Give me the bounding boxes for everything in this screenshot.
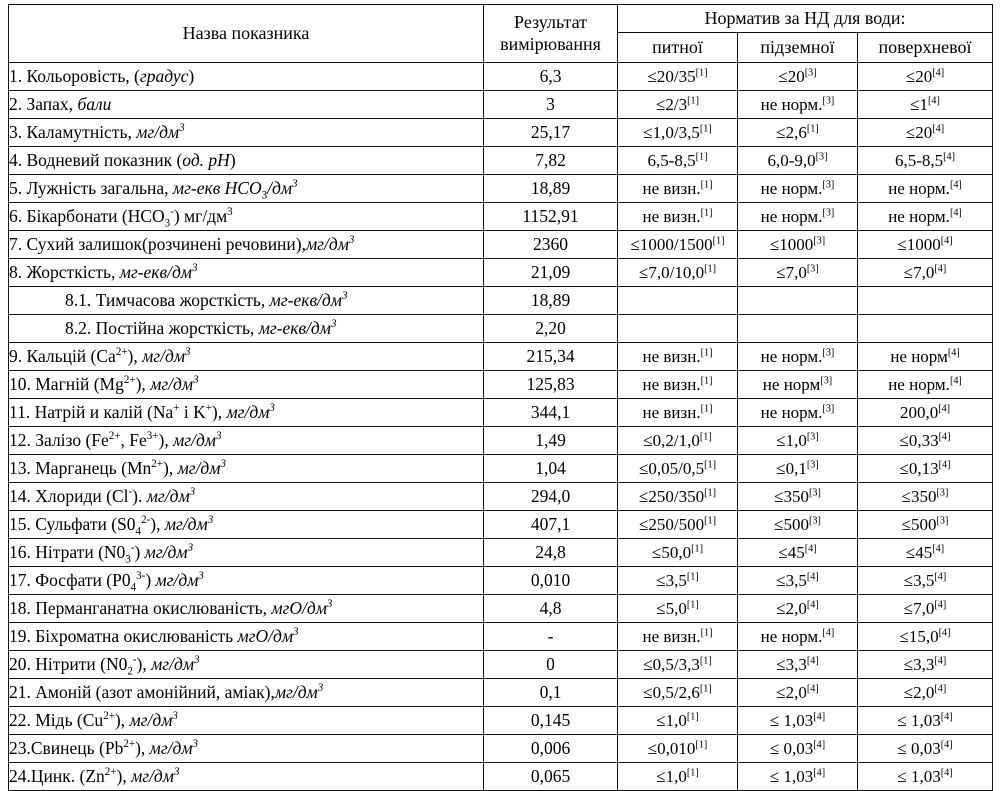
cell-norm-groundwater: ≤0,1[3] xyxy=(738,455,858,483)
cell-indicator-name: 21. Амоній (азот амонійний, $аміак),мг/дм^3$ xyxy=(9,679,484,707)
cell-measurement-result: 2,20 xyxy=(484,315,618,343)
cell-norm-drinking: ≤1,0/3,5[1] xyxy=(618,119,738,147)
cell-norm-surface: 200,0[4] xyxy=(858,399,993,427)
table-header xyxy=(9,5,993,63)
table-row xyxy=(9,315,993,343)
measurement-result-line1: Результат xyxy=(514,11,587,32)
cell-norm-drinking: ≤0,05/0,5[1] xyxy=(618,455,738,483)
cell-norm-drinking: ≤0,2/1,0[1] xyxy=(618,427,738,455)
cell-measurement-result: 407,1 xyxy=(484,511,618,539)
cell-norm-drinking: ≤1,0[1] xyxy=(618,707,738,735)
cell-norm-drinking: ≤250/500[1] xyxy=(618,511,738,539)
cell-norm-drinking xyxy=(618,287,738,315)
table-row xyxy=(9,511,993,539)
cell-norm-surface: ≤0,13[4] xyxy=(858,455,993,483)
cell-norm-surface: ≤7,0[4] xyxy=(858,259,993,287)
cell-indicator-name: 23.Свинець $(Pb^{2+})$, $мг/дм^3$ xyxy=(9,735,484,763)
cell-norm-drinking: ≤250/350[1] xyxy=(618,483,738,511)
table-row xyxy=(9,399,993,427)
cell-measurement-result: 25,17 xyxy=(484,119,618,147)
cell-measurement-result: 21,09 xyxy=(484,259,618,287)
column-header-norm-group: Норматив за НД для води: xyxy=(618,5,993,33)
cell-norm-drinking: не визн.[1] xyxy=(618,399,738,427)
cell-norm-surface: ≤3,5[4] xyxy=(858,567,993,595)
cell-indicator-name: 20. Нітрити $(N0_2^-)$, $мг/дм^3$ xyxy=(9,651,484,679)
cell-norm-drinking: не визн.[1] xyxy=(618,623,738,651)
cell-norm-surface: ≤500[3] xyxy=(858,511,993,539)
cell-indicator-name: 7. Сухий залишок(розчинені $речовини),мг/дм^3$ xyxy=(9,231,484,259)
cell-measurement-result: 125,83 xyxy=(484,371,618,399)
cell-indicator-name: 13. Марганець $(Mn^{2+})$, $мг/дм^3$ xyxy=(9,455,484,483)
cell-indicator-name: 8. Жорсткість, $мг-екв/дм^3$ xyxy=(9,259,484,287)
cell-indicator-name: 9. Кальцій $(Са^{2+})$, $мг/дм^3$ xyxy=(9,343,484,371)
table-row xyxy=(9,91,993,119)
cell-norm-groundwater xyxy=(738,315,858,343)
cell-norm-groundwater: ≤20[3] xyxy=(738,63,858,91)
cell-measurement-result: 2360 xyxy=(484,231,618,259)
cell-norm-groundwater: ≤2,6[1] xyxy=(738,119,858,147)
cell-norm-surface: не норм[4] xyxy=(858,343,993,371)
cell-norm-drinking: ≤0,5/2,6[1] xyxy=(618,679,738,707)
table-row xyxy=(9,567,993,595)
cell-measurement-result: 0,1 xyxy=(484,679,618,707)
cell-indicator-name: 6. Бікарбонати $(НСО_3^-)$ $мг/дм^3$ xyxy=(9,203,484,231)
cell-measurement-result: 6,3 xyxy=(484,63,618,91)
cell-measurement-result: 24,8 xyxy=(484,539,618,567)
cell-measurement-result: 0,010 xyxy=(484,567,618,595)
cell-norm-groundwater: ≤1000[3] xyxy=(738,231,858,259)
table-row xyxy=(9,483,993,511)
cell-norm-groundwater: ≤ 1,03[4] xyxy=(738,763,858,791)
cell-norm-drinking: ≤0,010[1] xyxy=(618,735,738,763)
cell-indicator-name: 8.1. Тимчасова жорсткість, $мг-екв/дм^3$ xyxy=(9,287,484,315)
cell-measurement-result: 0,006 xyxy=(484,735,618,763)
table-row xyxy=(9,623,993,651)
cell-norm-groundwater: не норм[3] xyxy=(738,371,858,399)
column-header-indicator-name: Назва показника xyxy=(9,5,484,63)
water-quality-table xyxy=(8,4,993,791)
cell-norm-groundwater: ≤ 0,03[4] xyxy=(738,735,858,763)
cell-norm-surface: ≤2,0[4] xyxy=(858,679,993,707)
cell-norm-groundwater: ≤2,0[4] xyxy=(738,679,858,707)
cell-norm-surface: ≤ 0,03[4] xyxy=(858,735,993,763)
table-row xyxy=(9,651,993,679)
table-row xyxy=(9,119,993,147)
cell-indicator-name: 8.2. Постійна жорсткість, $мг-екв/дм^3$ xyxy=(9,315,484,343)
cell-norm-groundwater: не норм.[4] xyxy=(738,623,858,651)
cell-measurement-result: 1152,91 xyxy=(484,203,618,231)
cell-norm-drinking: ≤0,5/3,3[1] xyxy=(618,651,738,679)
cell-norm-drinking: не визн.[1] xyxy=(618,175,738,203)
cell-norm-surface: ≤1[4] xyxy=(858,91,993,119)
table-row xyxy=(9,595,993,623)
table-row xyxy=(9,203,993,231)
table-body xyxy=(9,63,993,791)
column-header-drinking-water: питної xyxy=(618,33,738,63)
cell-norm-drinking: 6,5-8,5[1] xyxy=(618,147,738,175)
cell-norm-surface: ≤1000[4] xyxy=(858,231,993,259)
cell-norm-drinking: ≤5,0[1] xyxy=(618,595,738,623)
cell-indicator-name: 12. Залізо ($Fe^{2+}$, $Fe^{3+}$), $мг/дм^3$ xyxy=(9,427,484,455)
cell-indicator-name: 24.Цинк. $(Zn^{2+})$, $мг/дм^3$ xyxy=(9,763,484,791)
cell-norm-drinking: ≤1,0[1] xyxy=(618,763,738,791)
cell-norm-surface: ≤0,33[4] xyxy=(858,427,993,455)
cell-indicator-name: 19. Біхроматна окислюваність мгО/$дм^3$ xyxy=(9,623,484,651)
table-row xyxy=(9,175,993,203)
header-row-top xyxy=(9,5,993,33)
table-row xyxy=(9,371,993,399)
table-row xyxy=(9,455,993,483)
cell-norm-surface xyxy=(858,315,993,343)
cell-norm-surface: ≤45[4] xyxy=(858,539,993,567)
cell-norm-groundwater: ≤3,3[4] xyxy=(738,651,858,679)
cell-norm-surface xyxy=(858,287,993,315)
column-header-measurement-result xyxy=(484,5,618,63)
cell-norm-groundwater: ≤3,5[4] xyxy=(738,567,858,595)
cell-norm-surface: не норм.[4] xyxy=(858,203,993,231)
cell-norm-surface: ≤350[3] xyxy=(858,483,993,511)
cell-norm-surface: ≤20[4] xyxy=(858,63,993,91)
table-row xyxy=(9,343,993,371)
cell-norm-surface: ≤3,3[4] xyxy=(858,651,993,679)
cell-indicator-name: 22. Мідь $(Cu^{2+})$, $мг/дм^3$ xyxy=(9,707,484,735)
cell-norm-surface: ≤15,0[4] xyxy=(858,623,993,651)
cell-norm-groundwater xyxy=(738,287,858,315)
cell-measurement-result: 4,8 xyxy=(484,595,618,623)
table-row xyxy=(9,259,993,287)
cell-indicator-name: 4. Водневий показник (од. рН) xyxy=(9,147,484,175)
cell-measurement-result: 1,49 xyxy=(484,427,618,455)
table-row xyxy=(9,427,993,455)
cell-indicator-name: 3. Каламутність, $мг/дм^3$ xyxy=(9,119,484,147)
cell-norm-groundwater: ≤ 1,03[4] xyxy=(738,707,858,735)
cell-measurement-result: 0 xyxy=(484,651,618,679)
cell-norm-drinking: не визн.[1] xyxy=(618,343,738,371)
cell-indicator-name: 1. Кольоровість, (градус) xyxy=(9,63,484,91)
cell-indicator-name: 18. Перманганатна окислюваність, мгО/$дм^3$ xyxy=(9,595,484,623)
table-row xyxy=(9,679,993,707)
cell-norm-groundwater: ≤1,0[3] xyxy=(738,427,858,455)
cell-measurement-result: 1,04 xyxy=(484,455,618,483)
cell-norm-groundwater: не норм.[3] xyxy=(738,399,858,427)
cell-norm-drinking: не визн.[1] xyxy=(618,203,738,231)
cell-norm-surface: ≤7,0[4] xyxy=(858,595,993,623)
cell-measurement-result: 18,89 xyxy=(484,175,618,203)
cell-measurement-result: 18,89 xyxy=(484,287,618,315)
cell-indicator-name: 11. Натрій и калій (Na+ і K+), $мг/дм^3$ xyxy=(9,399,484,427)
cell-norm-drinking: ≤20/35[1] xyxy=(618,63,738,91)
cell-indicator-name: 17. Фосфати $(P0_4^{3-})$ $мг/дм^3$ xyxy=(9,567,484,595)
cell-norm-groundwater: ≤500[3] xyxy=(738,511,858,539)
cell-indicator-name: 2. Запах, бали xyxy=(9,91,484,119)
cell-indicator-name: 16. Нітрати $(N0_3^-)$ $мг/дм^3$ xyxy=(9,539,484,567)
column-header-groundwater: підземної xyxy=(738,33,858,63)
cell-measurement-result: 215,34 xyxy=(484,343,618,371)
cell-norm-drinking: ≤50,0[1] xyxy=(618,539,738,567)
cell-measurement-result: 294,0 xyxy=(484,483,618,511)
column-header-surface-water: поверхневої xyxy=(858,33,993,63)
cell-norm-surface: не норм.[4] xyxy=(858,175,993,203)
cell-norm-drinking: ≤2/3[1] xyxy=(618,91,738,119)
table-row xyxy=(9,539,993,567)
cell-norm-drinking: ≤7,0/10,0[1] xyxy=(618,259,738,287)
cell-norm-groundwater: не норм.[3] xyxy=(738,91,858,119)
cell-norm-groundwater: ≤350[3] xyxy=(738,483,858,511)
cell-measurement-result: 0,065 xyxy=(484,763,618,791)
cell-indicator-name: 5. Лужність загальна, мг-екв $НСО_3/дм^3$ xyxy=(9,175,484,203)
cell-norm-surface: не норм.[4] xyxy=(858,371,993,399)
cell-norm-groundwater: ≤2,0[4] xyxy=(738,595,858,623)
cell-norm-groundwater: не норм.[3] xyxy=(738,343,858,371)
cell-norm-surface: ≤ 1,03[4] xyxy=(858,763,993,791)
measurement-result-line2: вимірювання xyxy=(500,33,601,54)
cell-measurement-result: 7,82 xyxy=(484,147,618,175)
cell-norm-surface: ≤ 1,03[4] xyxy=(858,707,993,735)
cell-norm-groundwater: не норм.[3] xyxy=(738,203,858,231)
table-row xyxy=(9,63,993,91)
cell-measurement-result: 344,1 xyxy=(484,399,618,427)
table-row xyxy=(9,147,993,175)
cell-norm-groundwater: 6,0-9,0[3] xyxy=(738,147,858,175)
table-row xyxy=(9,763,993,791)
cell-norm-surface: ≤20[4] xyxy=(858,119,993,147)
cell-norm-drinking: ≤3,5[1] xyxy=(618,567,738,595)
cell-indicator-name: 10. Магній $(Mg^{2+})$, $мг/дм^3$ xyxy=(9,371,484,399)
cell-norm-drinking xyxy=(618,315,738,343)
table-row xyxy=(9,287,993,315)
cell-norm-groundwater: ≤45[4] xyxy=(738,539,858,567)
cell-measurement-result: 3 xyxy=(484,91,618,119)
cell-indicator-name: 15. Сульфати $(S0_4^{2-})$, $мг/дм^3$ xyxy=(9,511,484,539)
cell-measurement-result: 0,145 xyxy=(484,707,618,735)
cell-norm-drinking: не визн.[1] xyxy=(618,371,738,399)
cell-norm-surface: 6,5-8,5[4] xyxy=(858,147,993,175)
table-row xyxy=(9,231,993,259)
cell-norm-groundwater: не норм.[3] xyxy=(738,175,858,203)
cell-measurement-result: - xyxy=(484,623,618,651)
cell-norm-drinking: ≤1000/1500[1] xyxy=(618,231,738,259)
table-row xyxy=(9,735,993,763)
table-row xyxy=(9,707,993,735)
cell-indicator-name: 14. Хлориди (Cl-). $мг/дм^3$ xyxy=(9,483,484,511)
cell-norm-groundwater: ≤7,0[3] xyxy=(738,259,858,287)
